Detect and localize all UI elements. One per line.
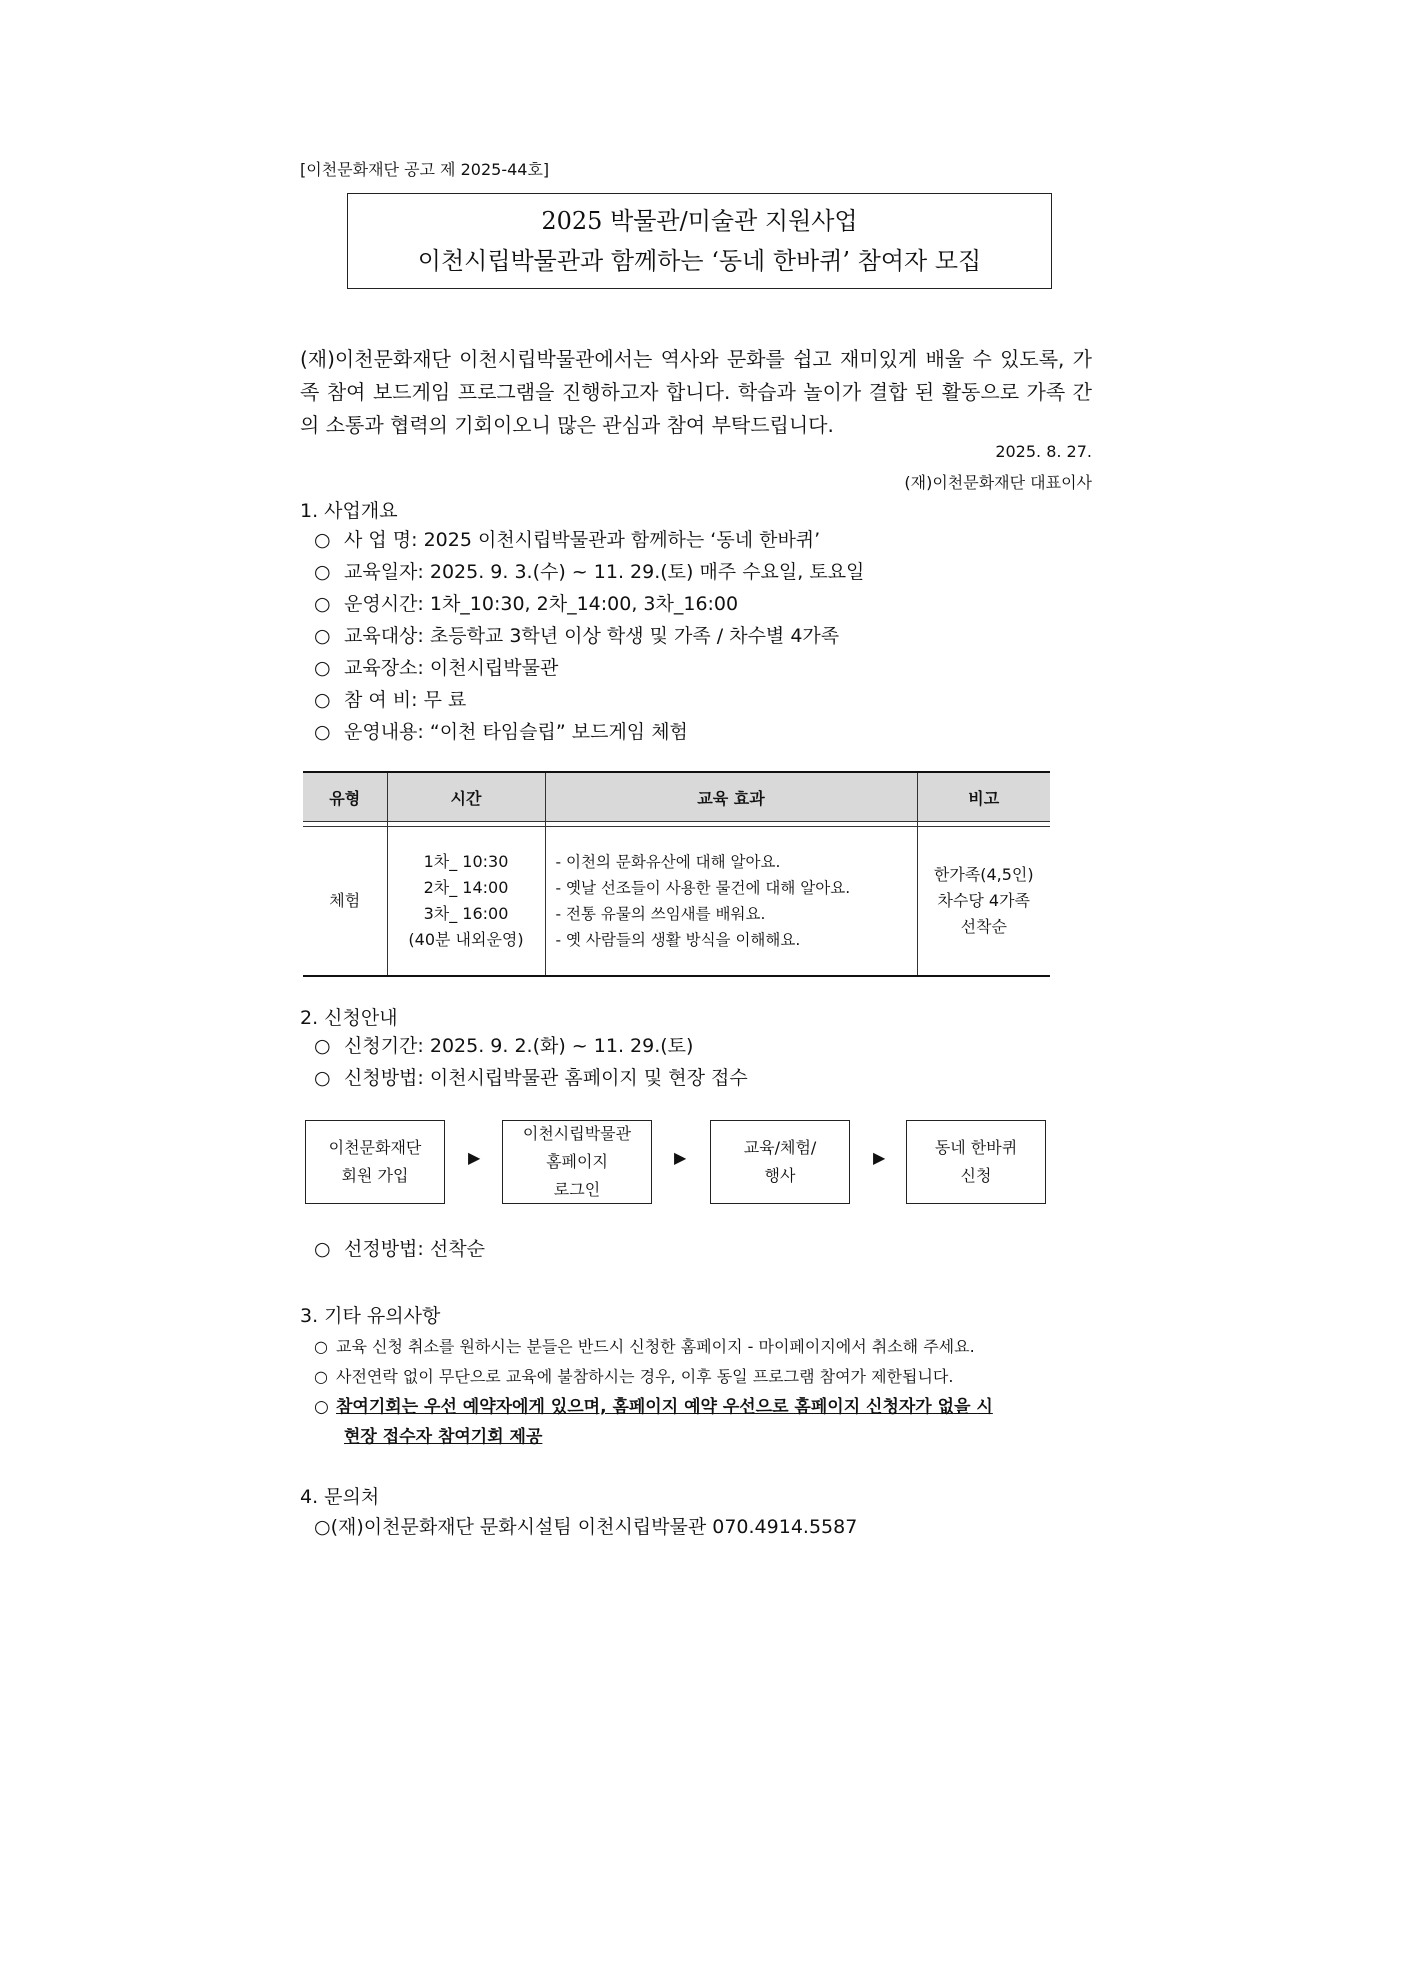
bullet-icon: ○ bbox=[314, 721, 331, 743]
list-item: ○ 신청기간: 2025. 9. 2.(화) ~ 11. 29.(토) bbox=[314, 1030, 748, 1062]
section-1-heading: 1. 사업개요 bbox=[300, 500, 398, 522]
list-item-emphasis: ○ 참여기회는 우선 예약자에게 있으며, 홈페이지 예약 우선으로 홈페이지 신청자가 없을 시 bbox=[314, 1392, 1094, 1422]
list-item: ○ 교육대상: 초등학교 3학년 이상 학생 및 가족 / 차수별 4가족 bbox=[314, 620, 864, 652]
column-header-effect: 교육 효과 bbox=[545, 772, 917, 822]
flow-step-login: 이천시립박물관 홈페이지 로그인 bbox=[502, 1120, 652, 1204]
bullet-icon: ○ bbox=[314, 625, 331, 647]
notice-number: [이천문화재단 공고 제 2025-44호] bbox=[300, 160, 550, 179]
column-header-time: 시간 bbox=[387, 772, 545, 822]
title-line-1: 2025 박물관/미술관 지원사업 bbox=[541, 207, 858, 235]
section-3-items bbox=[314, 1332, 1094, 1452]
issuer: (재)이천문화재단 대표이사 bbox=[904, 473, 1092, 492]
table-row bbox=[303, 827, 1050, 977]
bullet-icon: ○ bbox=[314, 1367, 328, 1386]
list-item: ○ 사 업 명: 2025 이천시립박물관과 함께하는 ‘동네 한바퀴’ bbox=[314, 524, 864, 556]
column-header-type: 유형 bbox=[303, 772, 387, 822]
bullet-icon: ○ bbox=[314, 1067, 331, 1089]
bullet-icon: ○ bbox=[314, 593, 331, 615]
title-box bbox=[347, 193, 1052, 289]
intro-paragraph: (재)이천문화재단 이천시립박물관에서는 역사와 문화를 쉽고 재미있게 배울 수 있도록, 가족 참여 보드게임 프로그램을 진행하고자 합니다. 학습과 놀이가 결합 된 활동으로 가족 간의 소통과 협력의 기회이오니 많은 관심과 참여 부탁드립니다. bbox=[300, 347, 1092, 437]
bullet-icon: ○ bbox=[314, 561, 331, 583]
list-item: ○ 사전연락 없이 무단으로 교육에 불참하시는 경우, 이후 동일 프로그램 참여가 제한됩니다. bbox=[314, 1362, 1094, 1392]
bullet-icon: ○ bbox=[314, 657, 331, 679]
flow-step-apply: 동네 한바퀴 신청 bbox=[906, 1120, 1046, 1204]
cell-effects: - 이천의 문화유산에 대해 알아요. - 옛날 선조들이 사용한 물건에 대해 알아요. - 전통 유물의 쓰임새를 배워요. - 옛 사람들의 생활 방식을 이해해요. bbox=[545, 827, 917, 977]
list-item: ○ 운영시간: 1차_10:30, 2차_14:00, 3차_16:00 bbox=[314, 588, 864, 620]
list-item: ○ 운영내용: “이천 타임슬립” 보드게임 체험 bbox=[314, 716, 864, 748]
cell-notes: 한가족(4,5인) 차수당 4가족 선착순 bbox=[917, 827, 1050, 977]
flow-step-program: 교육/체험/ 행사 bbox=[710, 1120, 850, 1204]
list-item-emphasis-continued: 현장 접수자 참여기회 제공 bbox=[344, 1427, 543, 1447]
bullet-icon: ○ bbox=[314, 1337, 328, 1356]
title-line-2: 이천시립박물관과 함께하는 ‘동네 한바퀴’ 참여자 모집 bbox=[417, 247, 982, 275]
notice-date: 2025. 8. 27. bbox=[995, 442, 1092, 461]
cell-type: 체험 bbox=[303, 827, 387, 977]
section-2-items bbox=[314, 1030, 748, 1094]
bullet-icon: ○ bbox=[314, 1035, 331, 1057]
bullet-icon: ○ bbox=[314, 1397, 329, 1417]
section-3-heading: 3. 기타 유의사항 bbox=[300, 1305, 441, 1327]
arrow-right-icon: ▶ bbox=[468, 1148, 481, 1167]
list-item: ○ 교육일자: 2025. 9. 3.(수) ~ 11. 29.(토) 매주 수요일, 토요일 bbox=[314, 556, 864, 588]
section-4-heading: 4. 문의처 bbox=[300, 1486, 380, 1508]
arrow-right-icon: ▶ bbox=[873, 1148, 886, 1167]
arrow-right-icon: ▶ bbox=[674, 1148, 687, 1167]
list-item: ○ 교육장소: 이천시립박물관 bbox=[314, 652, 864, 684]
list-item: ○ 신청방법: 이천시립박물관 홈페이지 및 현장 접수 bbox=[314, 1062, 748, 1094]
program-table bbox=[303, 771, 1050, 977]
selection-method bbox=[314, 1233, 485, 1265]
list-item: ○ 교육 신청 취소를 원하시는 분들은 반드시 신청한 홈페이지 - 마이페이지에서 취소해 주세요. bbox=[314, 1332, 1094, 1362]
bullet-icon: ○ bbox=[314, 1238, 331, 1260]
bullet-icon: ○ bbox=[314, 689, 331, 711]
section-2-heading: 2. 신청안내 bbox=[300, 1007, 398, 1029]
section-1-items bbox=[314, 524, 864, 748]
list-item: ○ 선정방법: 선착순 bbox=[314, 1233, 485, 1265]
bullet-icon: ○ bbox=[314, 529, 331, 551]
contact-info: ○(재)이천문화재단 문화시설팀 이천시립박물관 070.4914.5587 bbox=[314, 1516, 858, 1538]
cell-times: 1차_ 10:30 2차_ 14:00 3차_ 16:00 (40분 내외운영) bbox=[387, 827, 545, 977]
list-item: ○ 참 여 비: 무 료 bbox=[314, 684, 864, 716]
column-header-note: 비고 bbox=[917, 772, 1050, 822]
flow-step-signup: 이천문화재단 회원 가입 bbox=[305, 1120, 445, 1204]
